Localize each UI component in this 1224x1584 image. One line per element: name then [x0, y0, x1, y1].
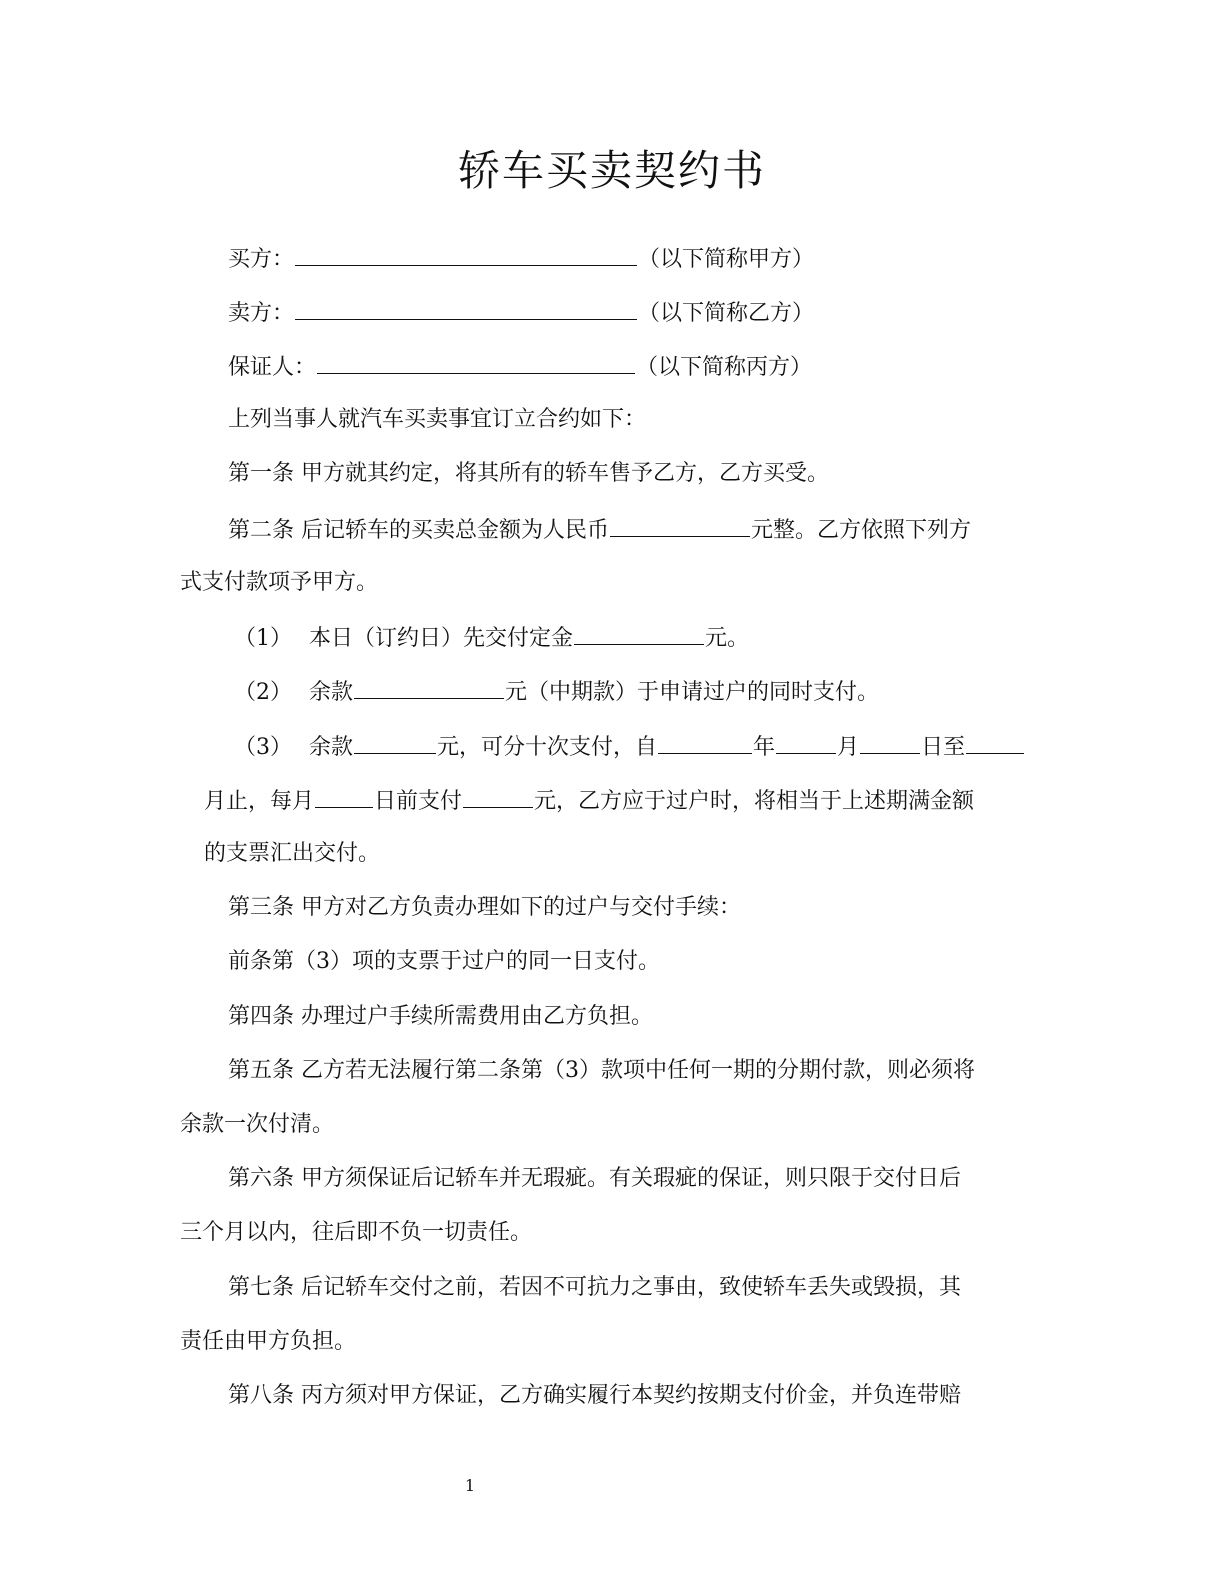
item-3-line-1: [234, 731, 1025, 763]
seller-suffix: （以下简称乙方）: [638, 301, 815, 326]
article-2-line-2: 式支付款项予甲方。: [180, 570, 379, 595]
seller-label: 卖方：: [228, 301, 295, 326]
article-5-line-1: 第五条 乙方若无法履行第二条第（3）款项中任何一期的分期付款，则必须将: [228, 1058, 975, 1083]
article-6-line-2: 三个月以内，往后即不负一切责任。: [180, 1220, 533, 1245]
item-3-p4: 月: [837, 735, 860, 760]
start-year-blank: [658, 731, 752, 754]
buyer-suffix: （以下简称甲方）: [638, 247, 815, 272]
monthly-amount-blank: [463, 785, 533, 808]
item-3-l2p2: 日前支付: [374, 789, 463, 814]
item-3-p2: 元，可分十次支付，自: [437, 735, 658, 760]
guarantor-line: [228, 351, 812, 383]
item-3-l2p3: 元，乙方应于过户时，将相当于上述期满金额: [534, 789, 975, 814]
total-amount-blank: [610, 514, 750, 537]
article-8-line-1: 第八条 丙方须对甲方保证，乙方确实履行本契约按期支付价金，并负连带赔: [228, 1383, 961, 1408]
item-1-part-1: 本日（订约日）先交付定金: [309, 626, 574, 651]
seller-line: [228, 297, 814, 329]
article-3-sub: 前条第（3）项的支票于过户的同一日支付。: [228, 949, 660, 974]
item-2-number: （2）: [234, 680, 292, 705]
item-3-p1: 余款: [309, 735, 354, 760]
article-3: 第三条 甲方对乙方负责办理如下的过户与交付手续：: [228, 895, 741, 920]
article-4: 第四条 办理过户手续所需费用由乙方负担。: [228, 1004, 653, 1029]
start-month-blank: [776, 731, 836, 754]
start-day-blank: [860, 731, 920, 754]
article-2-part-2: 元整。乙方依照下列方: [751, 518, 972, 543]
item-2: [234, 676, 879, 708]
article-5-line-2: 余款一次付清。: [180, 1112, 335, 1137]
item-3-l2p1: 月止，每月: [204, 789, 315, 814]
article-1: 第一条 甲方就其约定，将其所有的轿车售予乙方，乙方买受。: [228, 461, 829, 486]
article-7-line-1: 第七条 后记轿车交付之前，若因不可抗力之事由，致使轿车丢失或毁损，其: [228, 1275, 961, 1300]
article-6-line-1: 第六条 甲方须保证后记轿车并无瑕疵。有关瑕疵的保证，则只限于交付日后: [228, 1166, 961, 1191]
guarantor-label: 保证人：: [228, 355, 317, 380]
article-2-line-1: [228, 514, 971, 546]
document-title: 轿车买卖契约书: [457, 146, 766, 195]
article-2-part-1: 第二条 后记轿车的买卖总金额为人民币: [228, 518, 609, 543]
item-3-line-3: 的支票汇出交付。: [204, 841, 381, 866]
monthly-day-blank: [315, 785, 373, 808]
balance-blank: [354, 731, 436, 754]
guarantor-suffix: （以下简称丙方）: [636, 355, 813, 380]
item-2-part-1: 余款: [309, 680, 354, 705]
mid-payment-blank: [354, 676, 504, 699]
intro-text: 上列当事人就汽车买卖事宜订立合约如下：: [228, 407, 647, 432]
article-7-line-2: 责任由甲方负担。: [180, 1329, 357, 1354]
item-3-p3: 年: [753, 735, 776, 760]
deposit-blank: [574, 622, 704, 645]
guarantor-blank: [317, 351, 635, 374]
item-1-part-2: 元。: [705, 626, 750, 651]
seller-blank: [295, 297, 637, 320]
item-3-p5: 日至: [921, 735, 966, 760]
item-2-part-2: 元（中期款）于申请过户的同时支付。: [505, 680, 880, 705]
buyer-label: 买方：: [228, 247, 295, 272]
page-number: 1: [464, 1476, 476, 1495]
item-1-number: （1）: [234, 626, 292, 651]
buyer-blank: [295, 243, 637, 266]
end-blank: [966, 731, 1024, 754]
item-1: [234, 622, 749, 654]
buyer-line: [228, 243, 814, 275]
item-3-line-2: [204, 785, 974, 817]
item-3-number: （3）: [234, 735, 292, 760]
